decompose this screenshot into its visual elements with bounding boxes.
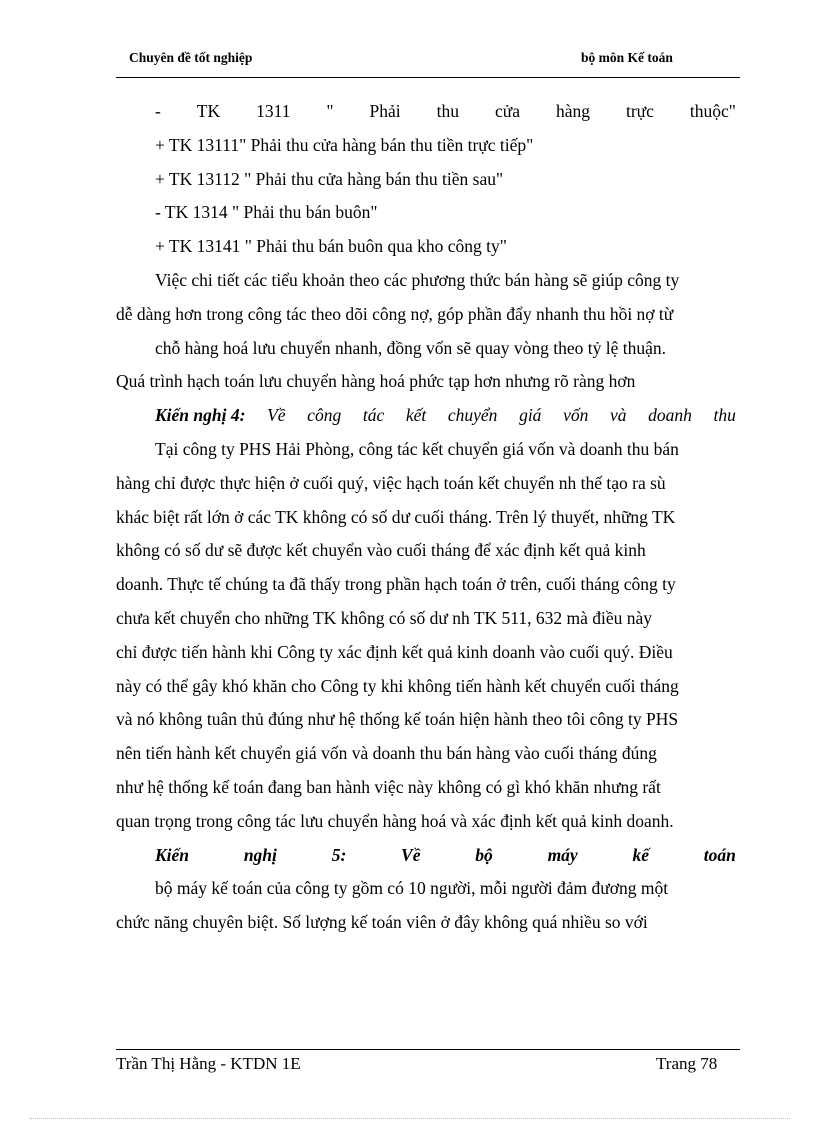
body-text [116,95,736,940]
heading-kien-nghi-5 [116,839,736,873]
word: và [609,405,627,426]
word: hàng [555,101,591,121]
paragraph-line: quan trọng trong công tác lưu chuyển hàng hoá và xác định kết quả kinh doanh. [116,810,674,831]
paragraph-line: và nó không tuân thủ đúng như hệ thống kế toán hiện hành theo tôi công ty PHS [116,709,679,730]
heading-label: Kiến nghị 4: [155,405,246,426]
word: Về [267,405,286,426]
word: chuyển [447,405,498,426]
paragraph-line: như hệ thống kế toán đang ban hành việc này không có gì khó khăn nhưng rất [116,776,661,797]
paragraph-line: Việc chi tiết các tiểu khoản theo các phương thức bán hàng sẽ giúp công ty [155,269,680,290]
word: tác [362,405,385,426]
page-number: Trang 78 [656,1054,718,1073]
word: Kiến [155,844,190,865]
word: cửa [494,101,521,121]
paragraph-line: bộ máy kế toán của công ty gồm có 10 người, mỗi người đảm đương một [155,878,669,899]
paragraph-line: không có số dư sẽ được kết chuyển vào cuối tháng để xác định kết quả kinh [116,540,646,561]
word: 1311 [256,101,291,121]
word: thu [713,405,736,426]
word: công [307,405,342,426]
page-edge-dotted-line [30,1118,790,1119]
paragraph-line: doanh. Thực tế chúng ta đã thấy trong phần hạch toán ở trên, cuối tháng công ty [116,574,676,595]
line-tk1311 [116,95,736,129]
paragraph-line: dễ dàng hơn trong công tác theo dõi công nợ, góp phần đẩy nhanh thu hồi nợ từ [116,303,674,324]
heading-kien-nghi-4 [116,399,736,433]
word: 5: [331,844,347,865]
paragraph-line: khác biệt rất lớn ở các TK không có số dư cuối tháng. Trên lý thuyết, những TK [116,506,676,527]
page-header [116,50,740,72]
word: thu [436,101,460,121]
word: kết [405,405,427,426]
word: Về [401,844,421,865]
paragraph-line: Tại công ty PHS Hải Phòng, công tác kết chuyển giá vốn và doanh thu bán [155,438,679,459]
word: thuộc" [689,101,736,121]
word: doanh [648,405,692,426]
word: nghị [243,844,277,865]
footer-author: Trần Thị Hằng - KTDN 1E [116,1054,301,1073]
paragraph-line: nên tiến hành kết chuyển giá vốn và doanh thu bán hàng vào cuối tháng đúng [116,743,657,764]
word: Phải [369,101,401,121]
line-tk1314: - TK 1314 " Phải thu bán buôn" [155,202,378,223]
word: giá [519,405,542,426]
header-rule [116,77,740,78]
paragraph-line: chức năng chuyên biệt. Số lượng kế toán viên ở đây không quá nhiều so với [116,912,648,933]
header-title: Chuyên đề tốt nghiệp [129,50,253,65]
paragraph-line: chỉ được tiến hành khi Công ty xác định kết quả kinh doanh vào cuối quý. Điều [116,641,673,662]
paragraph-line: chưa kết chuyển cho những TK không có số dư nh TK 511, 632 mà điều này [116,607,653,628]
paragraph-line: Quá trình hạch toán lưu chuyển hàng hoá phức tạp hơn nhưng rõ ràng hơn [116,371,636,392]
paragraph-line: hàng chỉ được thực hiện ở cuối quý, việc hạch toán kết chuyển nh thế tạo ra sù [116,472,666,493]
word: trực [625,101,654,121]
footer-rule [116,1049,740,1050]
word: " [326,101,334,121]
line-tk13112: + TK 13112 " Phải thu cửa hàng bán thu tiền sau" [155,168,504,189]
line-tk13111: + TK 13111" Phải thu cửa hàng bán thu tiền trực tiếp" [155,134,534,155]
line-tk13141: + TK 13141 " Phải thu bán buôn qua kho công ty" [155,236,507,257]
word: TK [196,101,221,121]
word: máy [547,844,578,865]
header-department: bộ môn Kế toán [581,50,673,65]
word: vốn [563,405,589,426]
word: - [155,101,161,121]
paragraph-line: này có thể gây khó khăn cho Công ty khi không tiến hành kết chuyển cuối tháng [116,675,679,696]
paragraph-line: chỗ hàng hoá lưu chuyển nhanh, đồng vốn sẽ quay vòng theo tỷ lệ thuận. [155,337,667,358]
word: bộ [475,844,493,865]
word: kế [632,844,650,865]
word: toán [703,844,736,865]
